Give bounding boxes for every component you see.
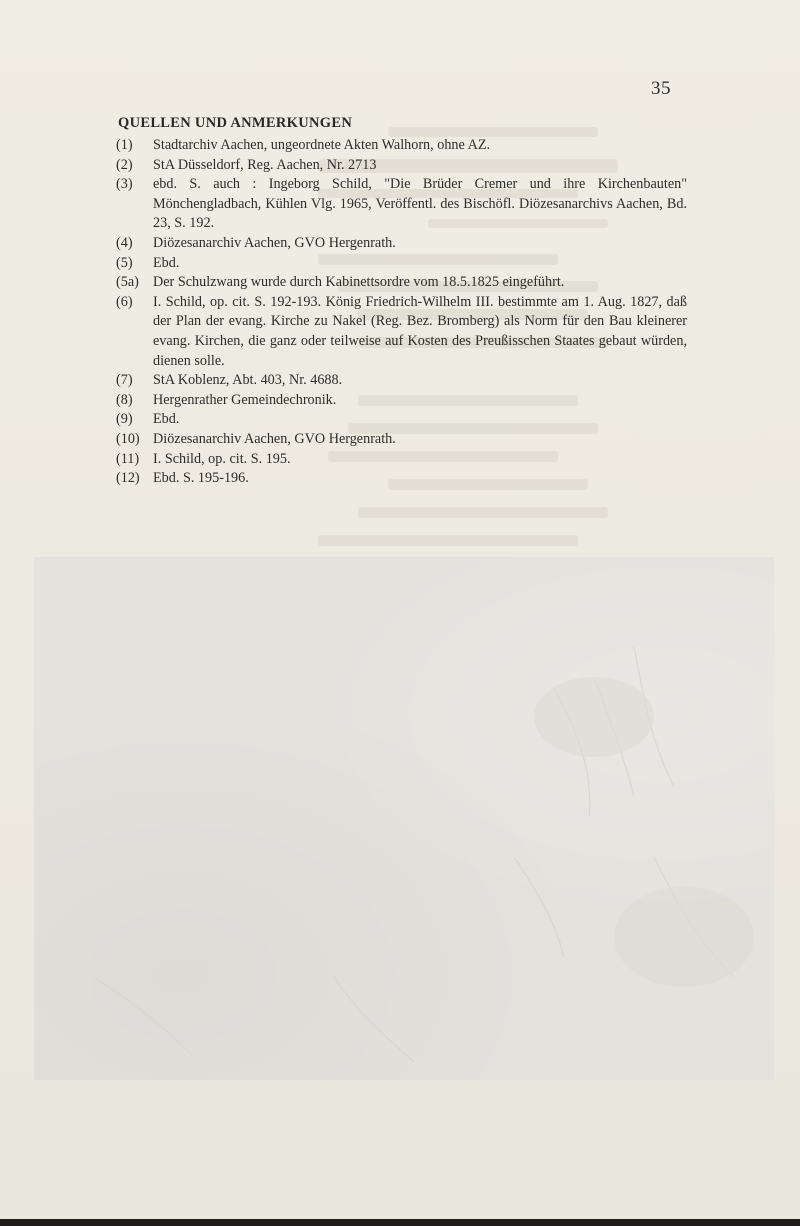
note-text: Diözesanarchiv Aachen, GVO Hergenrath. <box>153 234 396 251</box>
note-number: (12) <box>116 470 140 487</box>
note-item <box>112 469 687 489</box>
note-number: (1) <box>116 137 133 153</box>
note-item <box>112 391 687 411</box>
note-text: StA Koblenz, Abt. 403, Nr. 4688. <box>153 372 343 389</box>
note-text: StA Düsseldorf, Reg. Aachen, Nr. 2713 <box>153 156 377 173</box>
note-item <box>112 156 687 176</box>
note-number: (7) <box>116 372 133 389</box>
page-bottom-edge <box>0 1219 800 1226</box>
note-number: (11) <box>116 450 140 467</box>
sources-heading: QUELLEN UND ANMERKUNGEN <box>118 115 353 131</box>
note-text: Der Schulzwang wurde durch Kabinettsordre vom 18.5.1825 eingeführt. <box>153 274 565 291</box>
note-item <box>112 410 687 430</box>
notes-list <box>112 136 687 489</box>
note-item <box>112 273 687 293</box>
note-number: (8) <box>116 391 133 408</box>
note-item <box>112 430 687 450</box>
faded-illustration <box>34 557 774 1080</box>
note-text: Ebd. <box>153 254 180 271</box>
note-text: I. Schild, op. cit. S. 192-193. König Friedrich-Wilhelm III. bestimmte am 1. Aug. 1827, daß der Plan der evang. Kirche zu Nakel (Reg. Bez. Bromberg) als Norm für den Bau kleinerer evang. Kirchen, die ganz oder teilweise auf Kosten des Preußisschen Staates gebaut würden, dienen solle. <box>153 293 687 369</box>
note-item <box>112 254 687 274</box>
note-number: (6) <box>116 293 133 310</box>
note-text: Ebd. <box>153 411 180 428</box>
note-text: I. Schild, op. cit. S. 195. <box>153 450 291 467</box>
note-number: (5) <box>116 254 133 271</box>
page-number: 35 <box>651 78 671 99</box>
note-text: Diözesanarchiv Aachen, GVO Hergenrath. <box>153 430 396 447</box>
note-text: Stadtarchiv Aachen, ungeordnete Akten Walhorn, ohne AZ. <box>153 137 491 153</box>
note-number: (9) <box>116 411 133 428</box>
note-item <box>112 234 687 254</box>
note-text: ebd. S. auch : Ingeborg Schild, "Die Brüder Cremer und ihre Kirchenbauten" Mönchengladbach, Kühlen Vlg. 1965, Veröffentl. des Bischöfl. Diözesanarchivs Aachen, Bd. 23, S. 192. <box>153 176 687 232</box>
note-item <box>112 175 687 234</box>
note-number: (2) <box>116 156 133 173</box>
note-number: (5a) <box>116 274 139 291</box>
note-number: (3) <box>116 176 133 193</box>
note-item <box>112 136 687 156</box>
note-item <box>112 450 687 470</box>
note-number: (10) <box>116 430 140 447</box>
note-text: Hergenrather Gemeindechronik. <box>153 391 337 408</box>
note-number: (4) <box>116 234 133 251</box>
note-text: Ebd. S. 195-196. <box>153 470 249 487</box>
note-item <box>112 293 687 371</box>
illustration-texture <box>34 557 774 1080</box>
note-item <box>112 371 687 391</box>
